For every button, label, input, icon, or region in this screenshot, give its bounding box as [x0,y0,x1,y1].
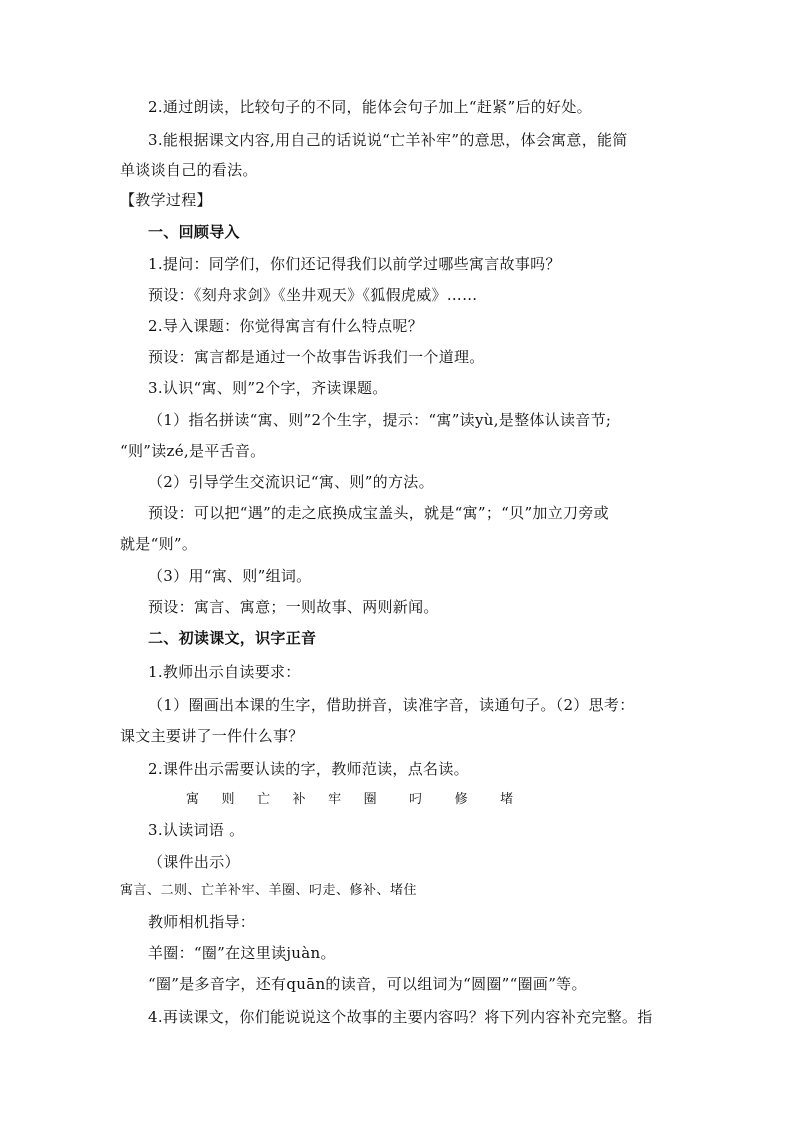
char-item: 圈 [363,792,378,807]
self-read-requirements: （1）圈画出本课的生字，借助拼音，读准字音，读通句子。（2）思考： [148,696,635,714]
step-recognize-chars: 3.认识“寓、则”2个字，齐读课题。 [148,379,388,397]
step-read-words: 3.认读词语 。 [148,821,245,839]
preset-words: 预设：寓言、寓意；一则故事、两则新闻。 [148,598,439,616]
preset-stories: 预设：《刻舟求剑》《坐井观天》《狐假虎威》…… [148,286,478,304]
section-heading-process: 【教学过程】 [120,191,212,209]
sub-step-3: （3）用“寓、则”组词。 [148,567,312,585]
char-item: 牢 [328,792,342,807]
char-item: 则 [221,792,236,807]
heading-first-read: 二、初读课文，识字正音 [148,629,317,647]
char-item: 修 [454,792,469,807]
preset-memory-cont: 就是“则”。 [120,535,198,553]
slide-note: （课件出示） [148,853,240,871]
step-show-chars: 2.课件出示需要认读的字，教师范读，点名读。 [148,760,469,778]
step-intro-topic: 2.导入课题：你觉得寓言有什么特点呢？ [148,317,424,335]
heading-review-intro: 一、回顾导入 [148,223,240,241]
polyphone-note: “圈”是多音字，还有quān的读音，可以组词为“圆圈”“圈画”等。 [148,975,587,993]
sub-step-1-cont: “则”读zé,是平舌音。 [120,442,266,460]
sub-step-1: （1）指名拼读“寓、则”2个生字，提示：“寓”读yù,是整体认读音节; [148,411,612,429]
char-item: 叼 [409,792,423,807]
preset-memory: 预设：可以把“遇”的走之底换成宝盖头，就是“寓”；“贝”加立刀旁或 [148,504,609,522]
char-item: 亡 [257,792,271,807]
objective-3-cont: 单谈谈自己的看法。 [120,161,258,179]
pronunciation-note: 羊圈：“圈”在这里读juàn。 [148,944,336,962]
step-self-read: 1.教师出示自读要求： [148,663,301,681]
sub-step-2: （2）引导学生交流识记“寓、则”的方法。 [148,473,434,491]
char-item: 堵 [500,792,514,807]
self-read-requirements-cont: 课文主要讲了一件什么事？ [120,727,304,745]
word-list: 寓言、二则、亡羊补牢、羊圈、叼走、修补、堵住 [120,883,418,898]
objective-2: 2.通过朗读，比较句子的不同，能体会句子加上“赶紧”后的好处。 [148,98,592,116]
teacher-guide: 教师相机指导： [148,913,256,931]
step-question: 1.提问：同学们，你们还记得我们以前学过哪些寓言故事吗？ [148,255,561,273]
character-list [186,790,536,810]
char-item: 补 [292,792,307,807]
step-reread: 4.再读课文，你们能说说这个故事的主要内容吗？将下列内容补充完整。指 [148,1008,653,1026]
preset-fable: 预设：寓言都是通过一个故事告诉我们一个道理。 [148,348,485,366]
objective-3: 3.能根据课文内容,用自己的话说说“亡羊补牢”的意思，体会寓意，能简 [148,131,628,149]
char-item: 寓 [186,792,200,807]
